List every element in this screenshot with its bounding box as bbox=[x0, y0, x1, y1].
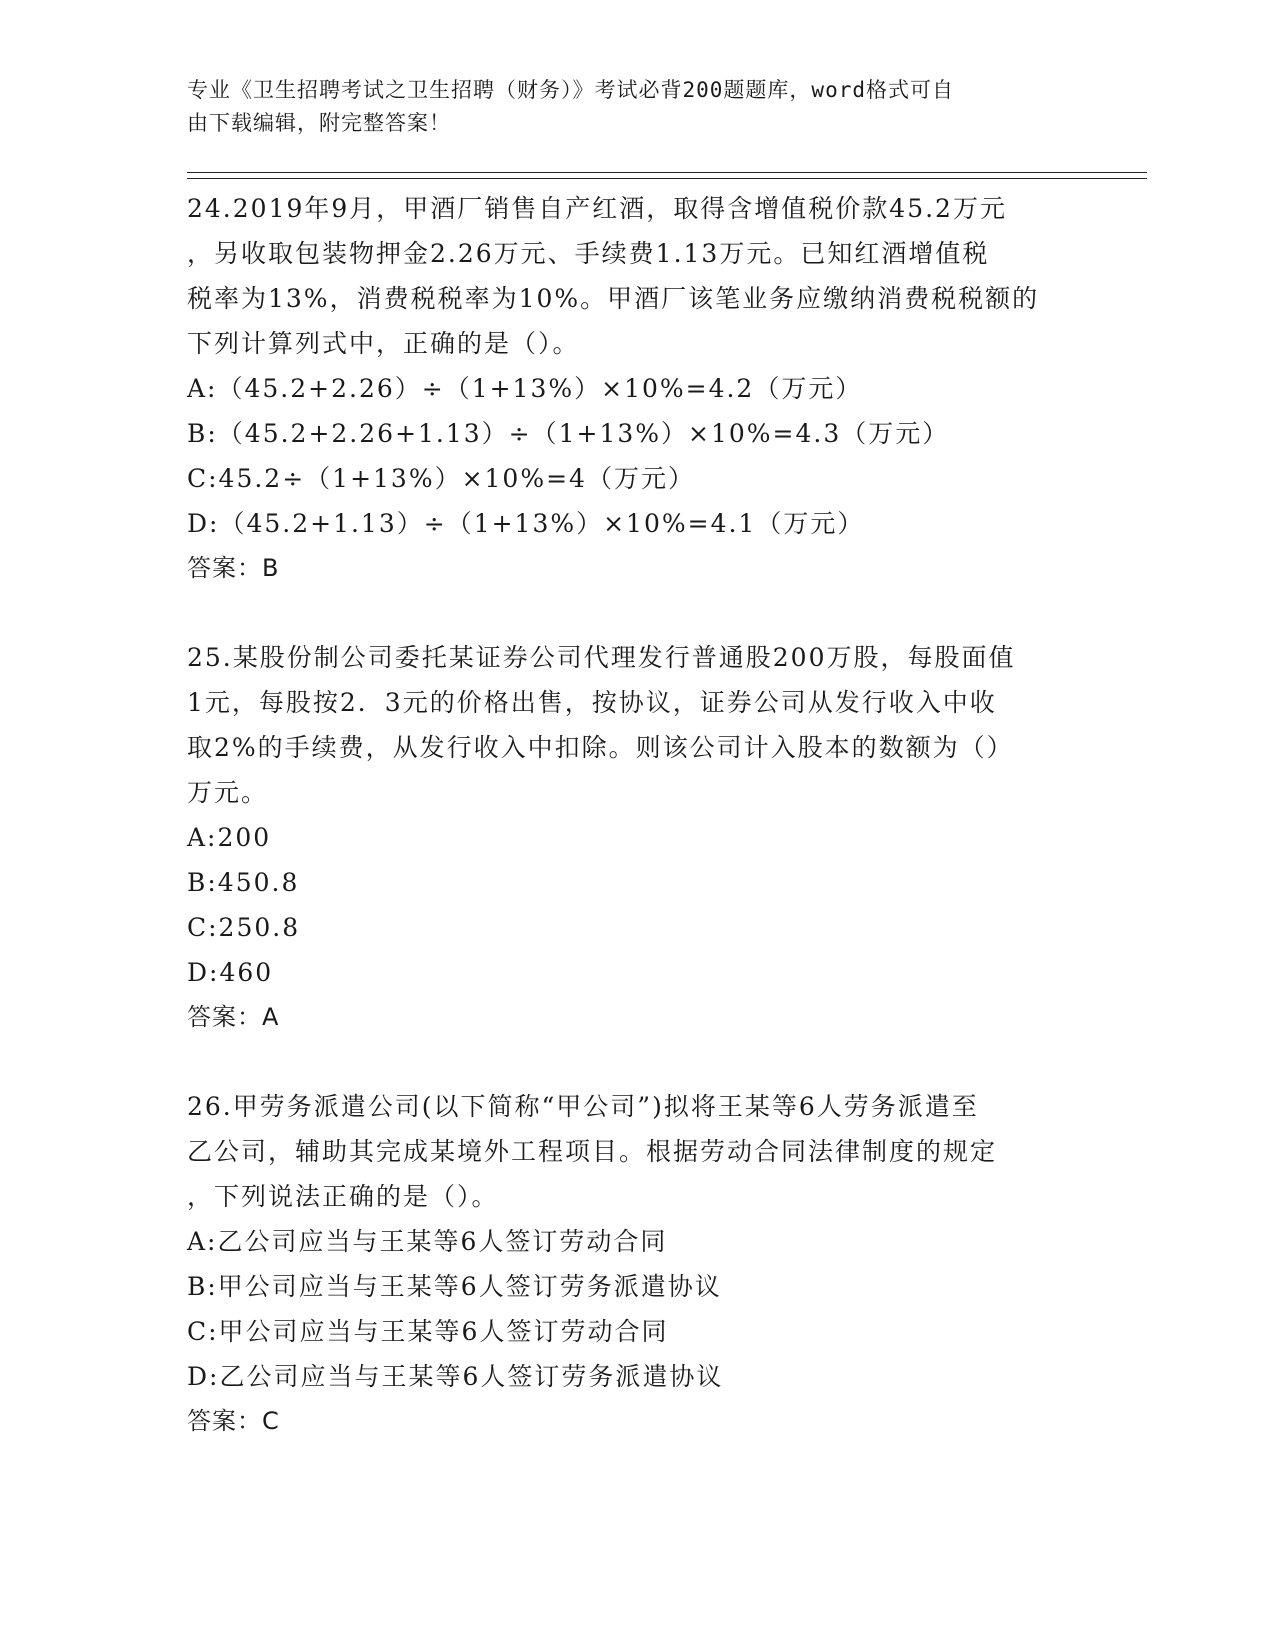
answer-line: 答案：C bbox=[187, 1407, 280, 1435]
header-rule-bottom bbox=[187, 178, 1147, 179]
stem-line: 乙公司，辅助其完成某境外工程项目。根据劳动合同法律制度的规定 bbox=[187, 1137, 998, 1166]
option-c: C:45.2÷（1+13%）×10%=4（万元） bbox=[187, 464, 695, 493]
header-line-1: 专业《卫生招聘考试之卫生招聘（财务）》考试必背200题题库，word格式可自 bbox=[187, 78, 954, 102]
option-b: B:（45.2+2.26+1.13）÷（1+13%）×10%=4.3（万元） bbox=[187, 419, 950, 448]
question-24 bbox=[187, 186, 1087, 591]
option-b: B:甲公司应当与王某等6人签订劳务派遣协议 bbox=[187, 1272, 722, 1301]
option-list bbox=[187, 1219, 1087, 1399]
stem-line: ，下列说法正确的是（）。 bbox=[187, 1182, 499, 1211]
option-c: C:250.8 bbox=[187, 913, 301, 942]
option-d: D:（45.2+1.13）÷（1+13%）×10%=4.1（万元） bbox=[187, 509, 865, 538]
stem-line: 1元，每股按2．3元的价格出售，按协议，证券公司从发行收入中收 bbox=[187, 688, 997, 717]
option-a: A:200 bbox=[187, 823, 272, 852]
option-d: D:乙公司应当与王某等6人签订劳务派遣协议 bbox=[187, 1362, 724, 1391]
option-b: B:450.8 bbox=[187, 868, 300, 897]
option-list bbox=[187, 815, 1087, 995]
header-line-2: 由下载编辑，附完整答案！ bbox=[187, 111, 451, 135]
stem-line: 下列计算列式中，正确的是（）。 bbox=[187, 329, 580, 358]
question-stem bbox=[187, 1084, 1087, 1219]
stem-line: 24.2019年9月，甲酒厂销售自产红酒，取得含增值税价款45.2万元 bbox=[187, 194, 1007, 223]
option-a: A:乙公司应当与王某等6人签订劳动合同 bbox=[187, 1227, 668, 1256]
question-25 bbox=[187, 635, 1087, 1040]
stem-line: 取2%的手续费，从发行收入中扣除。则该公司计入股本的数额为（） bbox=[187, 733, 1014, 762]
stem-line: 税率为13%，消费税税率为10%。甲酒厂该笔业务应缴纳消费税税额的 bbox=[187, 284, 1040, 313]
document-header bbox=[187, 74, 1067, 140]
question-stem bbox=[187, 186, 1087, 366]
question-list bbox=[187, 186, 1087, 1488]
option-d: D:460 bbox=[187, 958, 274, 987]
stem-line: 25.某股份制公司委托某证券公司代理发行普通股200万股，每股面值 bbox=[187, 643, 1016, 672]
stem-line: ，另收取包装物押金2.26万元、手续费1.13万元。已知红酒增值税 bbox=[187, 239, 990, 268]
answer-line: 答案：B bbox=[187, 554, 280, 582]
answer-line: 答案：A bbox=[187, 1003, 280, 1031]
stem-line: 万元。 bbox=[187, 778, 269, 807]
header-rule-top bbox=[187, 172, 1147, 173]
option-a: A:（45.2+2.26）÷（1+13%）×10%=4.2（万元） bbox=[187, 374, 863, 403]
option-c: C:甲公司应当与王某等6人签订劳动合同 bbox=[187, 1317, 669, 1346]
option-list bbox=[187, 366, 1087, 546]
question-stem bbox=[187, 635, 1087, 815]
stem-line: 26.甲劳务派遣公司(以下简称“甲公司”)拟将王某等6人劳务派遣至 bbox=[187, 1092, 979, 1121]
question-26 bbox=[187, 1084, 1087, 1444]
